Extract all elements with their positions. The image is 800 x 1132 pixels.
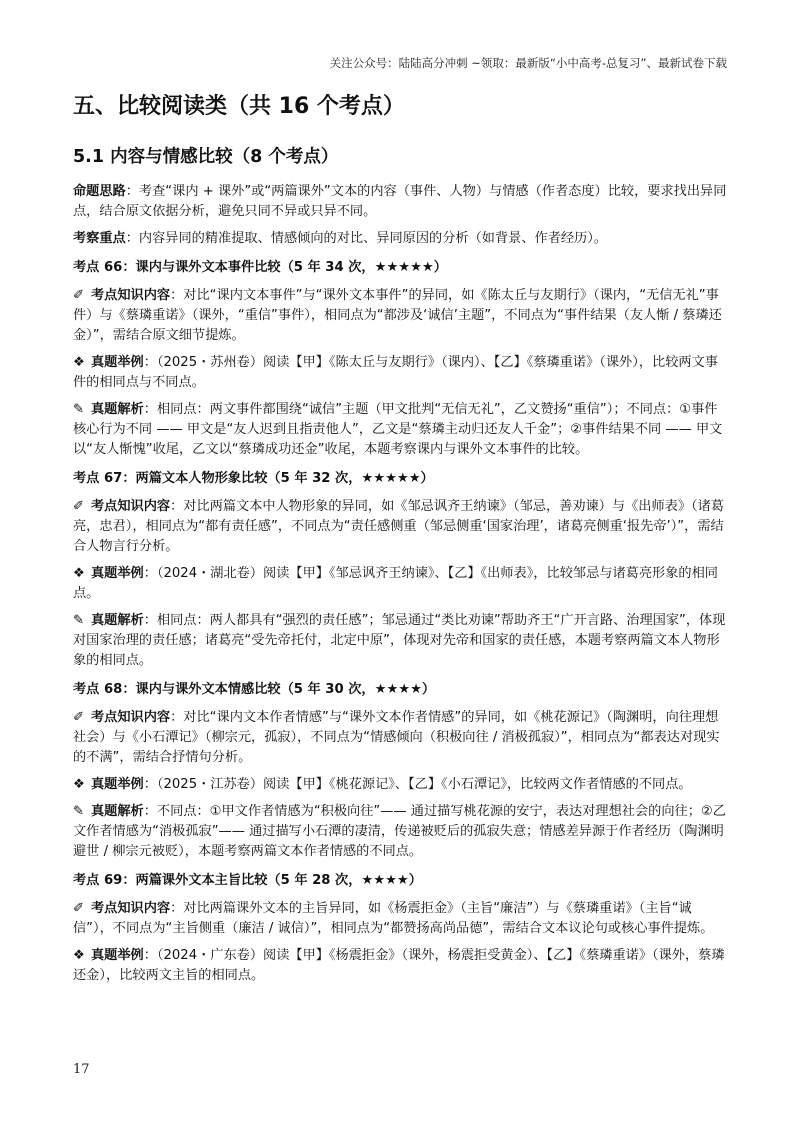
knowledge-text: ：对比“课内文本作者情感”与“课外文本作者情感”的异同，如《桃花源记》（陶渊明，向往理想社会）与《小石潭记》（柳宗元，孤寂），不同点为“情感倾向（积极向往 / 消极孤寂）”，相同点为“都表达对现实的不满”，需结合抒情句分析。 (73, 710, 720, 765)
analysis-block (73, 400, 728, 460)
example-label: 真题举例 (91, 777, 144, 792)
knowledge-label: 考点知识内容 (91, 901, 171, 916)
knowledge-block (73, 286, 728, 346)
example-label: 真题举例 (91, 948, 144, 963)
point-title: 考点 67：两篇文本人物形象比较（5 年 32 次，★★★★★） (73, 471, 434, 486)
point-title: 考点 68：课内与课外文本情感比较（5 年 30 次，★★★★） (73, 682, 436, 697)
example-text: ：（2025・苏州卷）阅读【甲】《陈太丘与友期行》（课内）、【乙】《蔡璘重诺》（课外），比较两文事件的相同点与不同点。 (73, 355, 718, 390)
example-block (73, 775, 728, 795)
knowledge-label: 考点知识内容 (91, 710, 171, 725)
knowledge-label: 考点知识内容 (91, 499, 171, 514)
pen-icon: ✎ (73, 613, 85, 628)
knowledge-block (73, 899, 728, 939)
intro-focus (73, 229, 728, 249)
knowledge-text: ：对比两篇课外文本的主旨异同，如《杨震拒金》（主旨“廉洁”）与《蔡璘重诺》（主旨“诚信”），不同点为“主旨侧重（廉洁 / 诚信）”，相同点为“都赞扬高尚品德”，需结合文本议论句或核心事件提炼。 (73, 901, 714, 936)
analysis-text: ：相同点：两人都具有“强烈的责任感”；邹忌通过“类比劝谏”帮助齐王“广开言路、治理国家”，体现对国家治理的责任感；诸葛亮“受先帝托付，北定中原”，体现对先帝和国家的责任感，本题考察两篇文本人物形象的相同点。 (73, 613, 726, 668)
intro-approach-label: 命题思路 (73, 184, 126, 199)
example-block (73, 946, 728, 986)
pen-icon: ✎ (73, 402, 85, 417)
page-header: 关注公众号：陆陆高分冲刺 ~领取：最新版“小中高考-总复习”、最新试卷下载 (329, 56, 727, 70)
analysis-text: ：相同点：两文事件都围绕“诚信”主题（甲文批判“无信无礼”，乙文赞扬“重信”）；不同点：①事件核心行为不同 —— 甲文是“友人迟到且指责他人”，乙文是“蔡璘主动归还友人千金”；②事件结果不同 —— 甲文以“友人惭愧”收尾，乙文以“蔡璘成功还金”收尾，本题考察课内与课外文本事件的比较。 (73, 402, 723, 457)
analysis-block (73, 802, 728, 862)
pen-icon: ✎ (73, 804, 85, 819)
analysis-label: 真题解析 (91, 613, 144, 628)
analysis-label: 真题解析 (91, 804, 144, 819)
example-text: ：（2024・湖北卷）阅读【甲】《邹忌讽齐王纳谏》、【乙】《出师表》，比较邹忌与诸葛亮形象的相同点。 (73, 566, 718, 601)
knowledge-text: ：对比两篇文本中人物形象的异同，如《邹忌讽齐王纳谏》（邹忌，善劝谏）与《出师表》（诸葛亮，忠君），相同点为“都有责任感”，不同点为“责任感侧重（邹忌侧重‘国家治理’，诸葛亮侧重‘报先帝’）”，需结合人物言行分析。 (73, 499, 724, 554)
diamond-bullet-icon: ❖ (73, 566, 85, 581)
point-title: 考点 66：课内与课外文本事件比较（5 年 34 次，★★★★★） (73, 260, 447, 275)
knowledge-text: ：对比“课内文本事件”与“课外文本事件”的异同，如《陈太丘与友期行》（课内，“无信无礼”事件）与《蔡璘重诺》（课外，“重信”事件），相同点为“都涉及‘诚信’主题”，不同点为“事件结果（友人惭 / 蔡璘还金）”，需结合原文细节提炼。 (73, 288, 722, 343)
example-text: ：（2025・江苏卷）阅读【甲】《桃花源记》、【乙】《小石潭记》，比较两文作者情感的不同点。 (143, 777, 692, 792)
pencil-icon: ✐ (73, 288, 85, 303)
example-label: 真题举例 (91, 355, 144, 370)
knowledge-block (73, 497, 728, 557)
section-title: 五、比较阅读类（共 16 个考点） (73, 94, 405, 119)
analysis-label: 真题解析 (91, 402, 144, 417)
intro-approach-text: ：考查“课内 + 课外”或“两篇课外”文本的内容（事件、人物）与情感（作者态度）比较，要求找出异同点，结合原文依据分析，避免只同不异或只异不同。 (73, 184, 727, 219)
analysis-block (73, 611, 728, 671)
intro-focus-text: ：内容异同的精准提取、情感倾向的对比、异同原因的分析（如背景、作者经历）。 (125, 231, 608, 246)
intro-approach (73, 182, 728, 222)
page-number: 17 (73, 1062, 90, 1077)
knowledge-block (73, 708, 728, 768)
example-block (73, 353, 728, 393)
example-text: ：（2024・广东卷）阅读【甲】《杨震拒金》（课外，杨震拒受黄金）、【乙】《蔡璘重诺》（课外，蔡璘还金），比较两文主旨的相同点。 (73, 948, 725, 983)
point-title: 考点 69：两篇课外文本主旨比较（5 年 28 次，★★★★） (73, 873, 422, 888)
pencil-icon: ✐ (73, 901, 85, 916)
diamond-bullet-icon: ❖ (73, 355, 85, 370)
example-label: 真题举例 (91, 566, 144, 581)
example-block (73, 564, 728, 604)
diamond-bullet-icon: ❖ (73, 777, 85, 792)
pencil-icon: ✐ (73, 499, 85, 514)
subsection-title: 5.1 内容与情感比较（8 个考点） (73, 147, 339, 167)
intro-focus-label: 考察重点 (73, 231, 126, 246)
pencil-icon: ✐ (73, 710, 85, 725)
knowledge-label: 考点知识内容 (91, 288, 171, 303)
analysis-text: ：不同点：①甲文作者情感为“积极向往”—— 通过描写桃花源的安宁，表达对理想社会的向往；②乙文作者情感为“消极孤寂”—— 通过描写小石潭的凄清，传递被贬后的孤寂失意；情感差异源于作者经历（陶渊明避世 / 柳宗元被贬），本题考察两篇文本作者情感的不同点。 (73, 804, 726, 859)
diamond-bullet-icon: ❖ (73, 948, 85, 963)
page-content (73, 92, 728, 993)
